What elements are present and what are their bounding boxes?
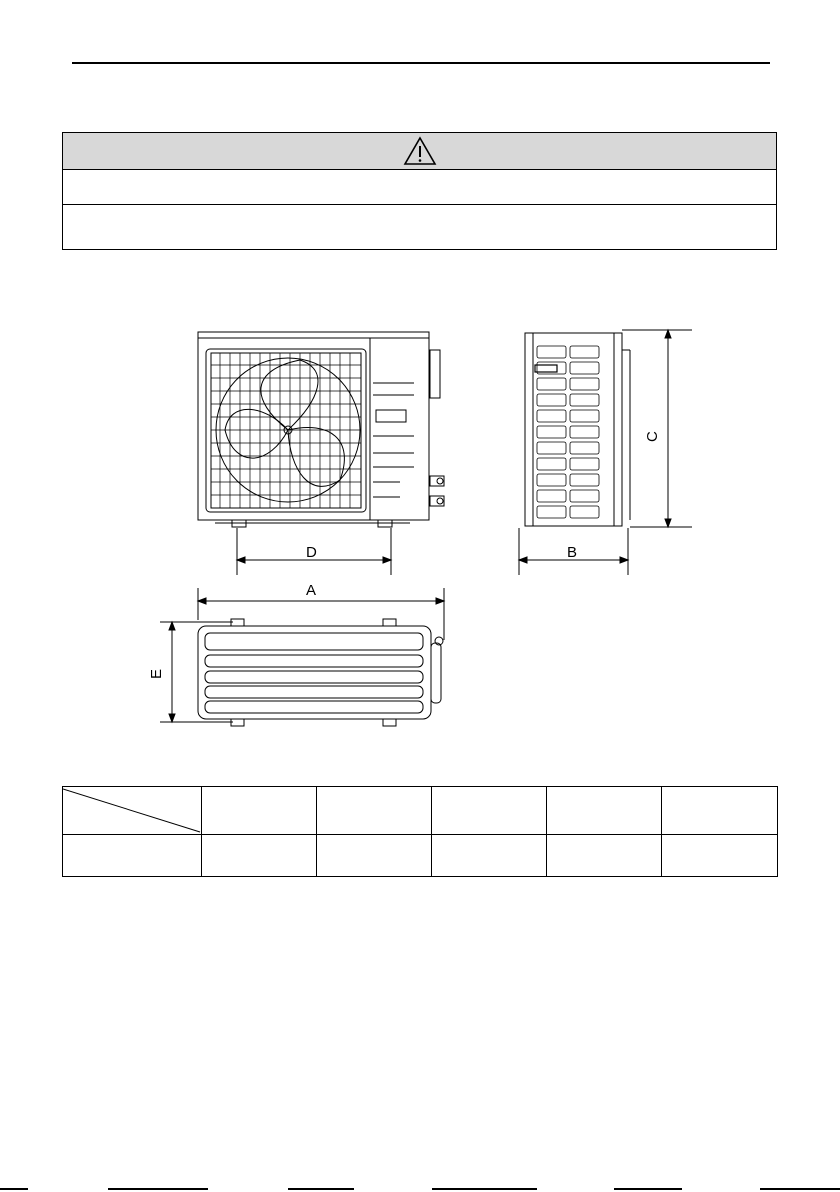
footer-rule xyxy=(0,1188,840,1192)
dimension-label-e: E xyxy=(148,668,165,679)
table-header-cell xyxy=(317,787,432,835)
table-cell xyxy=(547,834,662,876)
table-header-cell xyxy=(202,787,317,835)
table-cell xyxy=(63,834,202,876)
diagonal-divider xyxy=(63,787,202,833)
table-header-cell xyxy=(432,787,547,835)
table-cell xyxy=(662,834,778,876)
table-corner-cell xyxy=(63,787,202,835)
table-header-row xyxy=(63,787,778,835)
dimension-label-b: B xyxy=(567,544,578,561)
table-row xyxy=(63,834,778,876)
dimension-label-c: C xyxy=(644,431,661,442)
dimension-label-a: A xyxy=(306,582,317,599)
table-cell xyxy=(317,834,432,876)
top-view xyxy=(160,588,444,726)
table-cell xyxy=(432,834,547,876)
table-header-cell xyxy=(547,787,662,835)
dimension-table xyxy=(62,786,778,877)
front-view xyxy=(198,332,444,575)
table-cell xyxy=(202,834,317,876)
table-header-cell xyxy=(662,787,778,835)
side-view xyxy=(519,330,692,575)
dimension-label-d: D xyxy=(306,544,317,561)
